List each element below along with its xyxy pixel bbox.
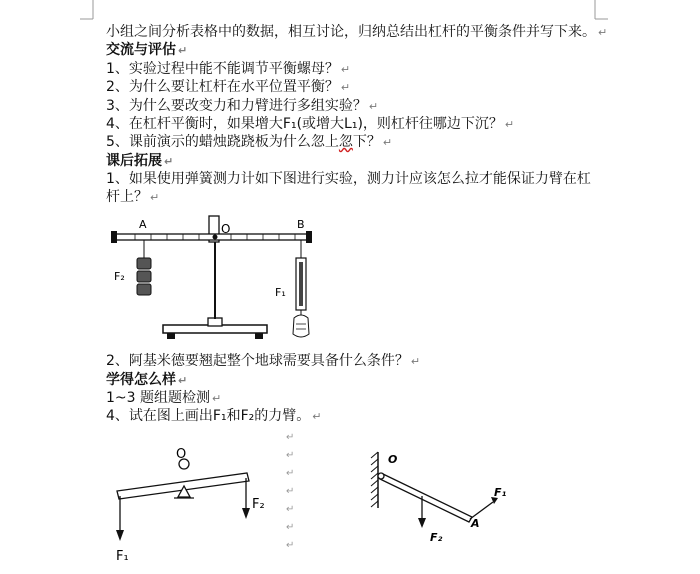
label-F2: F₂	[430, 531, 443, 544]
document-page: 小组之间分析表格中的数据，相互讨论，归纳总结出杠杆的平衡条件并写下来。 ↵ 交流与评估 ↵ 1、实验过程中能不能调节平衡螺母？ ↵ 2、为什么要让杠杆在水平位置平衡？ ↵ 3、为什么要改变力和力臂进行多组实验？ ↵ 4、在杠杆平衡时，如果增大F₁(或增大L₁)，则杠杆往哪边下沉？ ↵ 5、课前演示的蜡烛跷跷板为什么忽上忽下？ ↵ 课后拓展 ↵ 1、如果使用弹簧测力计如下图进行实验，测力计应该怎么拉才能保证力臂在杠 杆上？ ↵ A O B F₂ F₁ 2、阿基米德要翘起整个地球需要具备什么条件？ ↵ 学得怎么样 ↵ 1~3 题组题检测 ↵ 4、试在图上画出F₁和F₂的力臂。 ↵ ↵ ↵ ↵ ↵ ↵ ↵ ↵ O F₁ F₂ O F₁ F₂ A	[0, 0, 700, 574]
heading-evaluation: 交流与评估 ↵	[106, 42, 188, 58]
question-3: 3、为什么要改变力和力臂进行多组实验？ ↵	[106, 98, 379, 114]
label-F1: F₁	[116, 549, 129, 564]
label-F1: F₁	[494, 486, 507, 499]
wall-lever-figure	[360, 440, 530, 552]
label-F1: F₁	[275, 286, 286, 299]
extension-1-line-2: 杆上？ ↵	[106, 189, 160, 205]
heading-extension: 课后拓展 ↵	[106, 153, 174, 169]
lever-apparatus-figure	[105, 212, 325, 347]
label-A: A	[471, 517, 480, 530]
label-O: O	[388, 453, 398, 466]
label-A: A	[139, 218, 147, 231]
seesaw-lever-figure	[108, 448, 283, 570]
extension-2: 2、阿基米德要翘起整个地球需要具备什么条件？ ↵	[106, 353, 421, 369]
label-O: O	[221, 222, 231, 236]
label-F2: F₂	[252, 497, 265, 512]
learning-4: 4、试在图上画出F₁和F₂的力臂。 ↵	[106, 408, 322, 424]
extension-1-line-1: 1、如果使用弹簧测力计如下图进行实验，测力计应该怎么拉才能保证力臂在杠	[106, 171, 591, 187]
label-O: O	[176, 448, 187, 462]
page-corner-mark-left	[80, 0, 94, 20]
page-corner-mark-right	[594, 0, 608, 20]
question-2: 2、为什么要让杠杆在水平位置平衡？ ↵	[106, 79, 351, 95]
question-5: 5、课前演示的蜡烛跷跷板为什么忽上忽下？ ↵	[106, 134, 393, 150]
question-1: 1、实验过程中能不能调节平衡螺母？ ↵	[106, 61, 351, 77]
label-F2: F₂	[114, 270, 125, 283]
question-4: 4、在杠杆平衡时，如果增大F₁(或增大L₁)，则杠杆往哪边下沉？ ↵	[106, 116, 515, 132]
spellcheck-underlined-word: 忽	[338, 134, 353, 150]
heading-learning-check: 学得怎么样 ↵	[106, 372, 188, 388]
learning-1-3: 1~3 题组题检测 ↵	[106, 390, 222, 406]
label-B: B	[297, 218, 305, 231]
intro-line: 小组之间分析表格中的数据，相互讨论，归纳总结出杠杆的平衡条件并写下来。 ↵	[106, 24, 608, 40]
